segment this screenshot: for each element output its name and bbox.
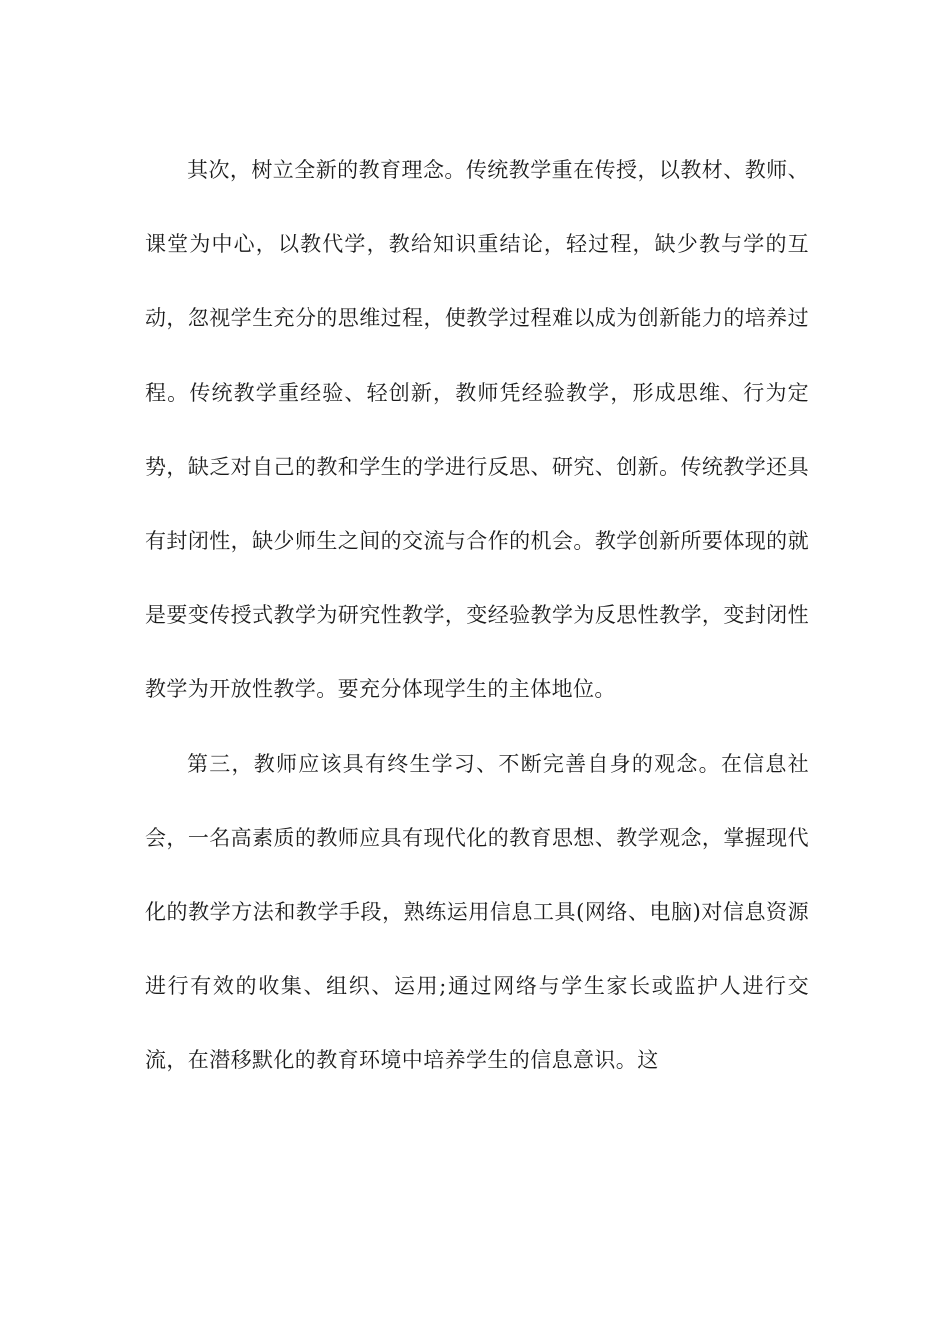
document-page — [145, 133, 809, 1098]
paragraph-lifelong-learning: 第三，教师应该具有终生学习、不断完善自身的观念。在信息社会，一名高素质的教师应具有现代化的教育思想、教学观念，掌握现代化的教学方法和教学手段，熟练运用信息工具(网络、电脑)对信息资源进行有效的收集、组织、运用;通过网络与学生家长或监护人进行交流，在潜移默化的教育环境中培养学生的信息意识。这 — [145, 751, 809, 1073]
paragraph-teaching-concept: 其次，树立全新的教育理念。传统教学重在传授，以教材、教师、课堂为中心，以教代学，教给知识重结论，轻过程，缺少教与学的互动，忽视学生充分的思维过程，使教学过程难以成为创新能力的培养过程。传统教学重经验、轻创新，教师凭经验教学，形成思维、行为定势，缺乏对自己的教和学生的学进行反思、研究、创新。传统教学还具有封闭性，缺少师生之间的交流与合作的机会。教学创新所要体现的就是要变传授式教学为研究性教学，变经验教学为反思性教学，变封闭性教学为开放性教学。要充分体现学生的主体地位。 — [145, 158, 809, 702]
